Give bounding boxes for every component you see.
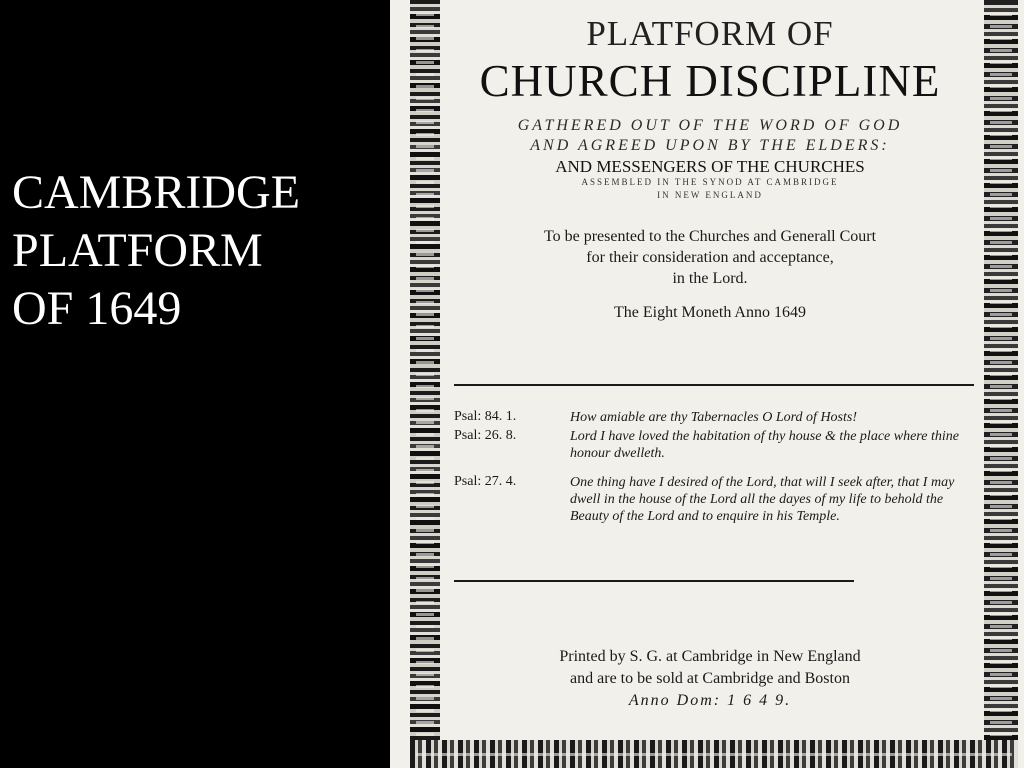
document-imprint-line: Printed by S. G. at Cambridge in New England: [559, 648, 861, 665]
document-presented-line: in the Lord.: [672, 270, 748, 287]
document-subtitle-line: AND MESSENGERS OF THE CHURCHES: [555, 157, 865, 176]
document-date-line: The Eight Moneth Anno 1649: [614, 304, 806, 321]
document-subtitle-line: AND AGREED UPON BY THE ELDERS:: [530, 137, 890, 154]
slide-left-panel: [0, 0, 390, 768]
psalm-reference: Psal: 84. 1.: [454, 409, 517, 424]
psalm-text: Lord I have loved the habitation of thy house & the place where thine honour dwelleth.: [570, 429, 959, 461]
horizontal-rule: [454, 384, 974, 386]
ornamental-border-right: [984, 0, 1018, 768]
document-presented-line: for their consideration and acceptance,: [586, 249, 834, 266]
slide-title-line: PLATFORM: [12, 224, 263, 277]
document-subtitle-line: IN NEW ENGLAND: [657, 190, 763, 200]
document-title-page-image: [390, 0, 1024, 768]
psalm-text: One thing have I desired of the Lord, that will I seek after, that I may dwell in the house of the Lord all the dayes of my life to behold the Beauty of the Lord and to enquire in his Temple.: [570, 475, 955, 524]
horizontal-rule: [454, 580, 854, 582]
slide-title-line: CAMBRIDGE: [12, 166, 301, 219]
ornamental-border-left: [410, 0, 440, 768]
document-subtitle-line: GATHERED OUT OF THE WORD OF GOD: [517, 117, 903, 134]
document-heading-line: CHURCH DISCIPLINE: [479, 56, 941, 106]
document-imprint-line: and are to be sold at Cambridge and Boston: [570, 670, 850, 687]
psalm-text: How amiable are thy Tabernacles O Lord of Hosts!: [570, 410, 857, 425]
ornamental-border-bottom: [410, 740, 1018, 768]
document-heading-line: PLATFORM OF: [586, 14, 834, 53]
document-subtitle-line: ASSEMBLED IN THE SYNOD AT CAMBRIDGE: [581, 177, 839, 187]
document-presented-line: To be presented to the Churches and Generall Court: [543, 228, 877, 245]
document-imprint-line: Anno Dom: 1 6 4 9.: [628, 692, 792, 709]
slide-title: [12, 164, 382, 338]
slide-title-line: OF 1649: [12, 282, 182, 335]
psalm-reference: Psal: 27. 4.: [454, 474, 517, 489]
psalm-reference: Psal: 26. 8.: [454, 428, 517, 443]
